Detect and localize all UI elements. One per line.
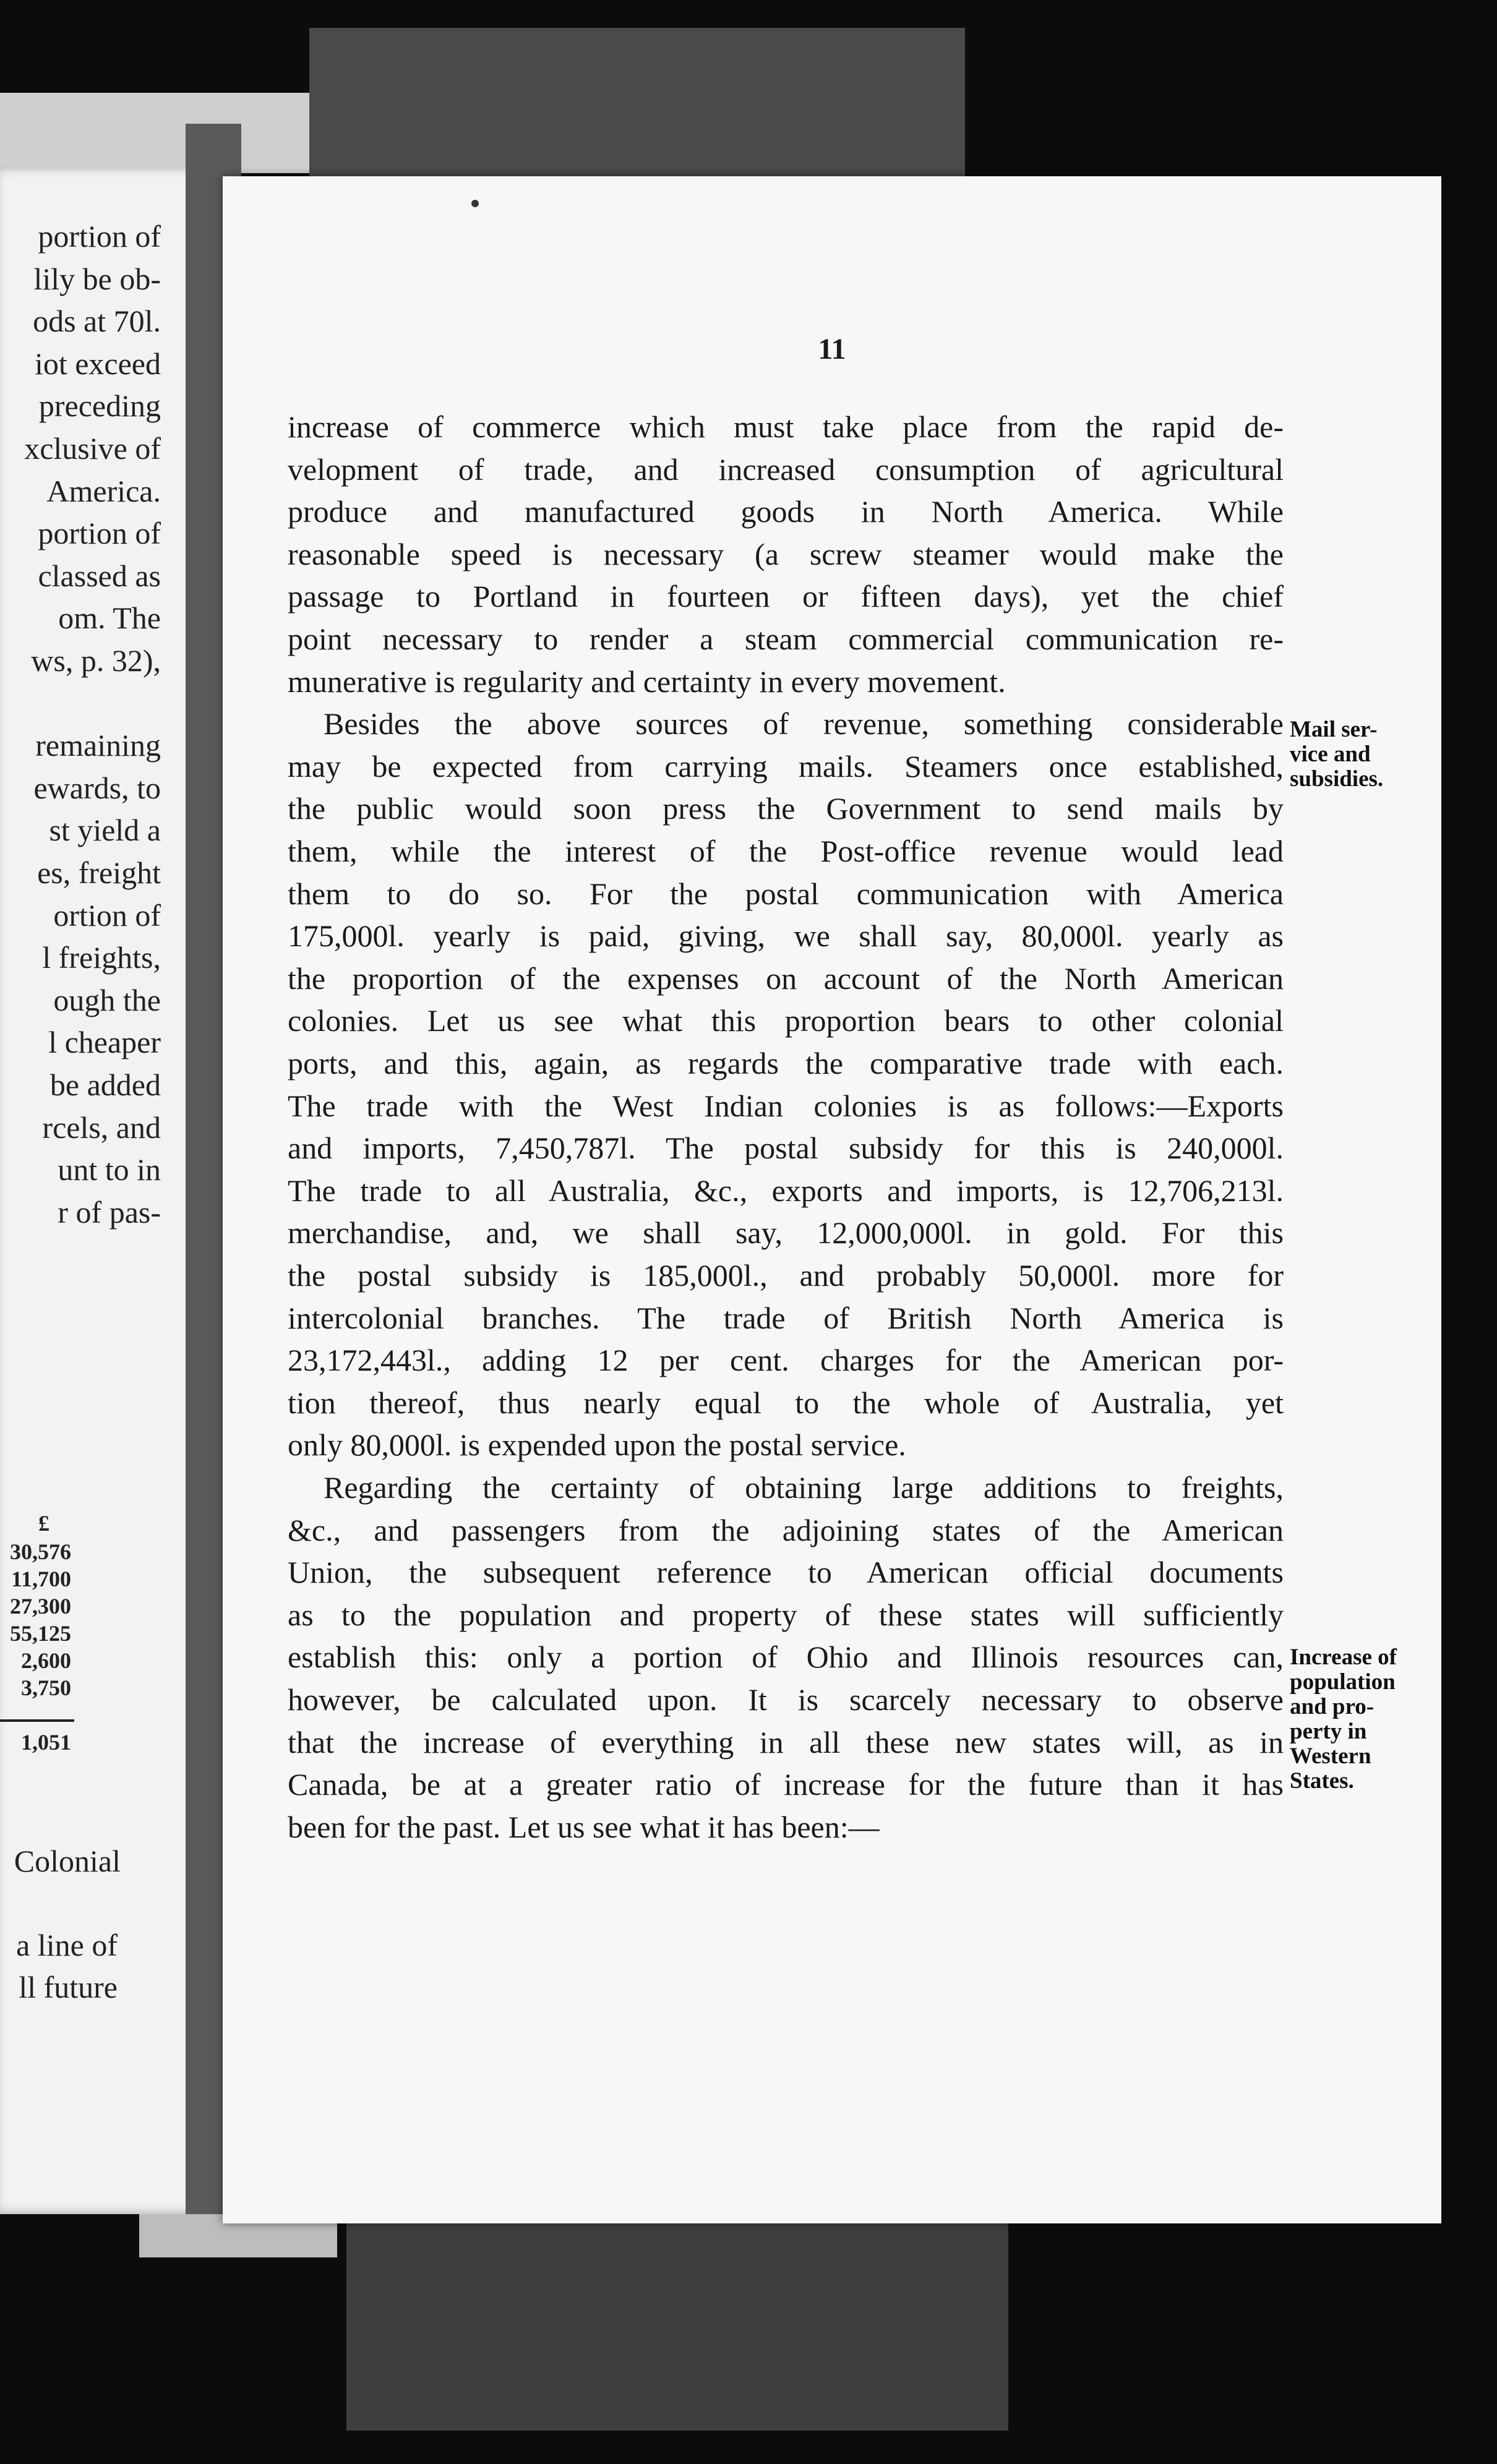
margin-note-line: subsidies. xyxy=(1290,766,1384,792)
left-page-figure: 1,051 xyxy=(21,1730,71,1755)
left-page-text-line: ortion of xyxy=(53,897,161,933)
body-text-line: produce and manufactured goods in North America. While xyxy=(288,494,1284,529)
body-text-line: establish this: only a portion of Ohio and Illinois resources can, xyxy=(288,1640,1284,1675)
left-page-text-line: preceding xyxy=(38,388,161,424)
body-text-line: point necessary to render a steam commercial communication re- xyxy=(288,622,1284,656)
margin-note-line: States. xyxy=(1290,1768,1354,1794)
ink-speck xyxy=(471,200,479,207)
body-text-line: 23,172,443l., adding 12 per cent. charges for the American por- xyxy=(288,1343,1284,1378)
left-page-text-line: rcels, and xyxy=(42,1110,161,1145)
left-page-text-line: portion of xyxy=(38,219,161,254)
left-page-text-line: lily be ob- xyxy=(33,261,161,296)
margin-note-line: vice and xyxy=(1290,742,1371,767)
body-text-line: munerative is regularity and certainty in every movement. xyxy=(288,664,1006,699)
page-number: 11 xyxy=(818,333,846,366)
body-text-line: colonies. Let us see what this proportion bears to other colonial xyxy=(288,1003,1284,1038)
body-text-line: that the increase of everything in all these new states will, as in xyxy=(288,1724,1284,1760)
left-page-text-line: r of pas- xyxy=(58,1194,161,1230)
body-text-line: intercolonial branches. The trade of British North America is xyxy=(288,1300,1284,1335)
body-text-line: the proportion of the expenses on account of the North American xyxy=(288,960,1284,996)
left-page-text-line: ough the xyxy=(53,982,161,1017)
body-text-line: &c., and passengers from the adjoining states of the American xyxy=(288,1512,1284,1547)
body-text-line: reasonable speed is necessary (a screw steamer would make the xyxy=(288,536,1284,571)
scanner-background-top xyxy=(309,28,965,176)
body-text-line: Besides the above sources of revenue, something considerable xyxy=(324,706,1284,742)
left-page-text-line: be added xyxy=(49,1067,161,1102)
left-page-figure: 2,600 xyxy=(21,1648,71,1673)
left-page-text-line: ll future xyxy=(19,1970,118,2004)
margin-note-line: Increase of xyxy=(1290,1645,1397,1670)
page-edge-tab xyxy=(0,93,309,173)
left-page-text-line: America. xyxy=(46,473,161,508)
body-text-line: Regarding the certainty of obtaining large additions to freights, xyxy=(324,1470,1284,1505)
margin-note-line: population xyxy=(1290,1669,1396,1695)
body-text-line: the public would soon press the Government to send mails by xyxy=(288,791,1284,826)
body-text-line: been for the past. Let us see what it has been:— xyxy=(288,1809,880,1844)
margin-note-line: Mail ser- xyxy=(1290,717,1378,742)
left-page-figure: 27,300 xyxy=(10,1594,71,1619)
body-text-line: The trade with the West Indian colonies is as follows:—Exports xyxy=(288,1088,1284,1123)
body-text-line: the postal subsidy is 185,000l., and probably 50,000l. more for xyxy=(288,1258,1284,1293)
left-page-text-line: es, freight xyxy=(37,855,161,890)
scanner-background-bottom xyxy=(346,2208,1008,2431)
body-text-line: velopment of trade, and increased consumption of agricultural xyxy=(288,451,1284,487)
margin-note-line: and pro- xyxy=(1290,1694,1375,1719)
body-text-line: increase of commerce which must take place from the rapid de- xyxy=(288,409,1284,444)
left-page-text-line: l freights, xyxy=(42,940,161,975)
body-text-line: Union, the subsequent reference to American official documents xyxy=(288,1555,1284,1590)
body-text-line: as to the population and property of these states will sufficiently xyxy=(288,1597,1284,1632)
body-text-line: 175,000l. yearly is paid, giving, we shall say, 80,000l. yearly as xyxy=(288,918,1284,954)
left-page-text-line: xclusive of xyxy=(24,431,161,466)
body-text-line: may be expected from carrying mails. Steamers once established, xyxy=(288,748,1284,784)
left-page-text-line: remaining xyxy=(35,728,161,763)
body-text-line: merchandise, and, we shall say, 12,000,000l. in gold. For this xyxy=(288,1215,1284,1251)
left-page-text-line: iot exceed xyxy=(34,346,161,381)
body-text-line: them, while the interest of the Post-office revenue would lead xyxy=(288,834,1284,868)
left-page-text-line: unt to in xyxy=(58,1152,161,1187)
body-text-line: only 80,000l. is expended upon the postal service. xyxy=(288,1427,906,1463)
body-text-line: tion thereof, thus nearly equal to the whole of Australia, yet xyxy=(288,1385,1284,1420)
left-page-sum-rule xyxy=(0,1719,74,1722)
body-text-line: however, be calculated upon. It is scarcely necessary to observe xyxy=(288,1682,1284,1717)
main-page xyxy=(223,176,1441,2223)
left-page-figure: 3,750 xyxy=(21,1675,71,1700)
left-page-text-line: ws, p. 32), xyxy=(31,643,161,678)
left-page-currency-symbol: £ xyxy=(38,1511,49,1536)
left-page-figure: 11,700 xyxy=(11,1567,71,1591)
body-text-line: The trade to all Australia, &c., exports and imports, is 12,706,213l. xyxy=(288,1173,1284,1208)
left-page-text-line: ods at 70l. xyxy=(33,304,161,339)
left-page-text-line: om. The xyxy=(58,601,161,636)
margin-note-line: Western xyxy=(1290,1743,1371,1769)
left-page-text-line: st yield a xyxy=(49,813,161,848)
left-page-text-line: portion of xyxy=(38,516,161,551)
body-text-line: ports, and this, again, as regards the comparative trade with each. xyxy=(288,1046,1284,1080)
margin-note-mail-service xyxy=(1290,717,1444,792)
left-page-text-line: a line of xyxy=(16,1928,118,1962)
body-text-line: them to do so. For the postal communication with America xyxy=(288,876,1284,911)
body-text-line: and imports, 7,450,787l. The postal subsidy for this is 240,000l. xyxy=(288,1131,1284,1166)
left-page-text-line: ewards, to xyxy=(33,770,161,805)
margin-note-line: perty in xyxy=(1290,1719,1367,1744)
body-text-line: passage to Portland in fourteen or fifteen days), yet the chief xyxy=(288,579,1284,614)
left-page-figure: 55,125 xyxy=(10,1621,71,1646)
left-page-text-line: classed as xyxy=(38,558,161,593)
margin-note-population xyxy=(1290,1645,1444,1794)
left-page-text-line: Colonial xyxy=(14,1844,121,1878)
left-page-text-line: l cheaper xyxy=(48,1025,161,1060)
body-text-line: Canada, be at a greater ratio of increase for the future than it has xyxy=(288,1767,1284,1802)
left-page-figure: 30,576 xyxy=(10,1539,71,1564)
